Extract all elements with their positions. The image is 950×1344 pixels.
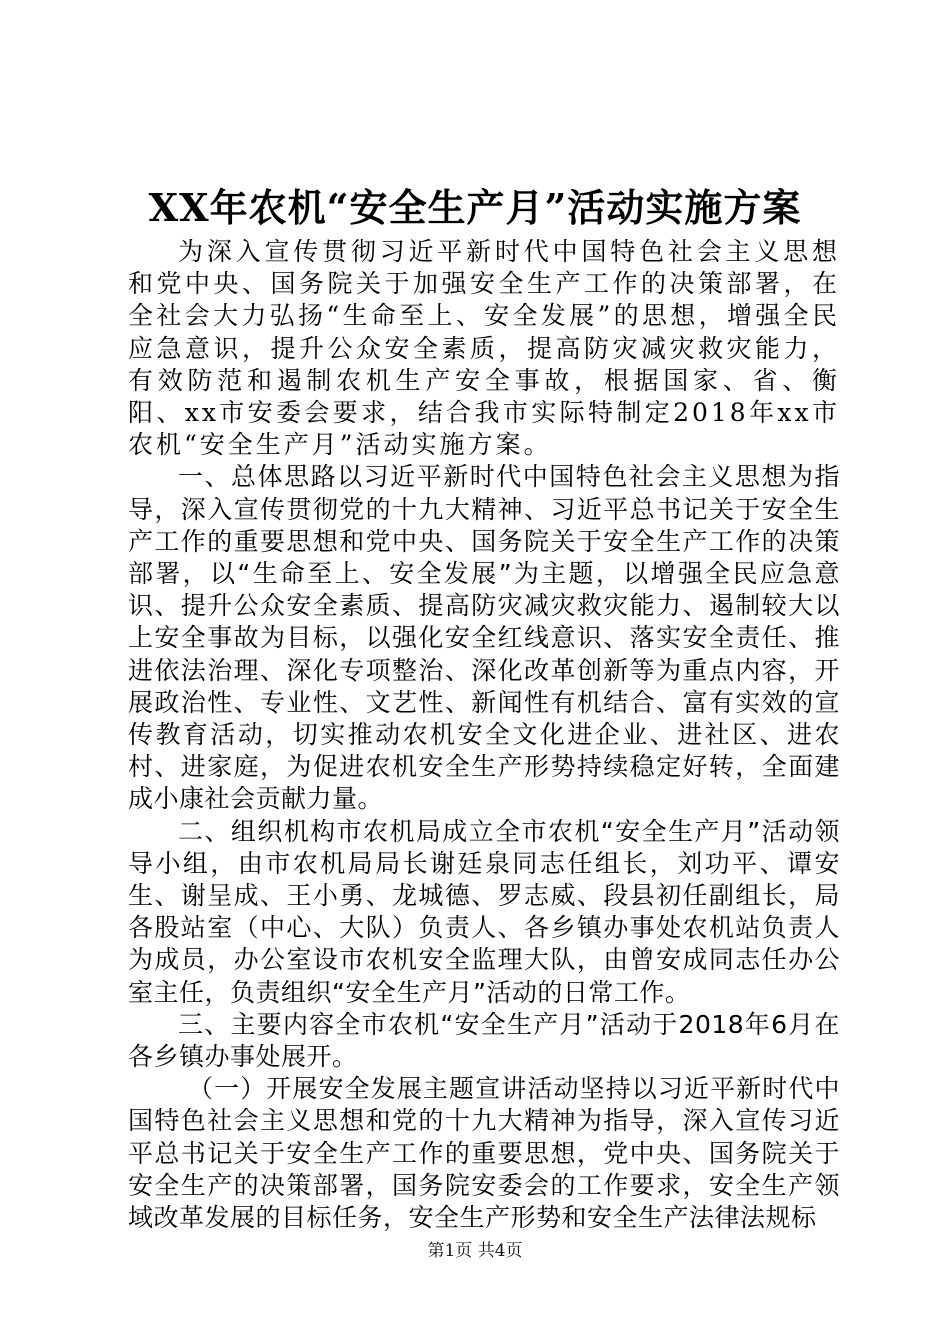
document-title: XX年农机“安全生产月”活动实施方案 — [148, 185, 802, 230]
page-number: 第1页 共4页 — [427, 1241, 523, 1261]
document-body — [128, 236, 840, 1234]
intro-paragraph: 为深入宣传贯彻习近平新时代中国特色社会主义思想和党中央、国务院关于加强安全生产工作的决策部署，在全社会大力弘扬“生命至上、安全发展”的思想，增强全民应急意识，提升公众安全素质，提高防灾减灾救灾能力，有效防范和遏制农机生产安全事故，根据国家、省、衡阳、xx市安委会要求，结合我市实际特制定2018年xx市农机“安全生产月”活动实施方案。 — [128, 237, 840, 460]
subsection-1-paragraph: （一）开展安全发展主题宣讲活动坚持以习近平新时代中国特色社会主义思想和党的十九大精神为指导，深入宣传习近平总书记关于安全生产工作的重要思想，党中央、国务院关于安全生产的决策部署，国务院安委会的工作要求，安全生产领域改革发展的目标任务，安全生产形势和安全生产法律法规标 — [128, 1074, 840, 1233]
section-2-paragraph: 二、组织机构市农机局成立全市农机“安全生产月”活动领导小组，由市农机局局长谢廷泉同志任组长，刘功平、谭安生、谢呈成、王小勇、龙城德、罗志威、段县初任副组长，局各股站室（中心、大队）负责人、各乡镇办事处农机站负责人为成员，办公室设市农机安全监理大队，由曾安成同志任办公室主任，负责组织“安全生产月”活动的日常工作。 — [128, 816, 840, 1007]
section-1-paragraph: 一、总体思路以习近平新时代中国特色社会主义思想为指导，深入宣传贯彻党的十九大精神、习近平总书记关于安全生产工作的重要思想和党中央、国务院关于安全生产工作的决策部署，以“生命至上、安全发展”为主题，以增强全民应急意识、提升公众安全素质、提高防灾减灾救灾能力、遏制较大以上安全事故为目标，以强化安全红线意识、落实安全责任、推进依法治理、深化专项整治、深化改革创新等为重点内容，开展政治性、专业性、文艺性、新闻性有机结合、富有实效的宣传教育活动，切实推动农机安全文化进企业、进社区、进农村、进家庭，为促进农机安全生产形势持续稳定好转，全面建成小康社会贡献力量。 — [128, 462, 840, 814]
section-3-paragraph: 三、主要内容全市农机“安全生产月”活动于2018年6月在各乡镇办事处展开。 — [128, 1009, 840, 1072]
